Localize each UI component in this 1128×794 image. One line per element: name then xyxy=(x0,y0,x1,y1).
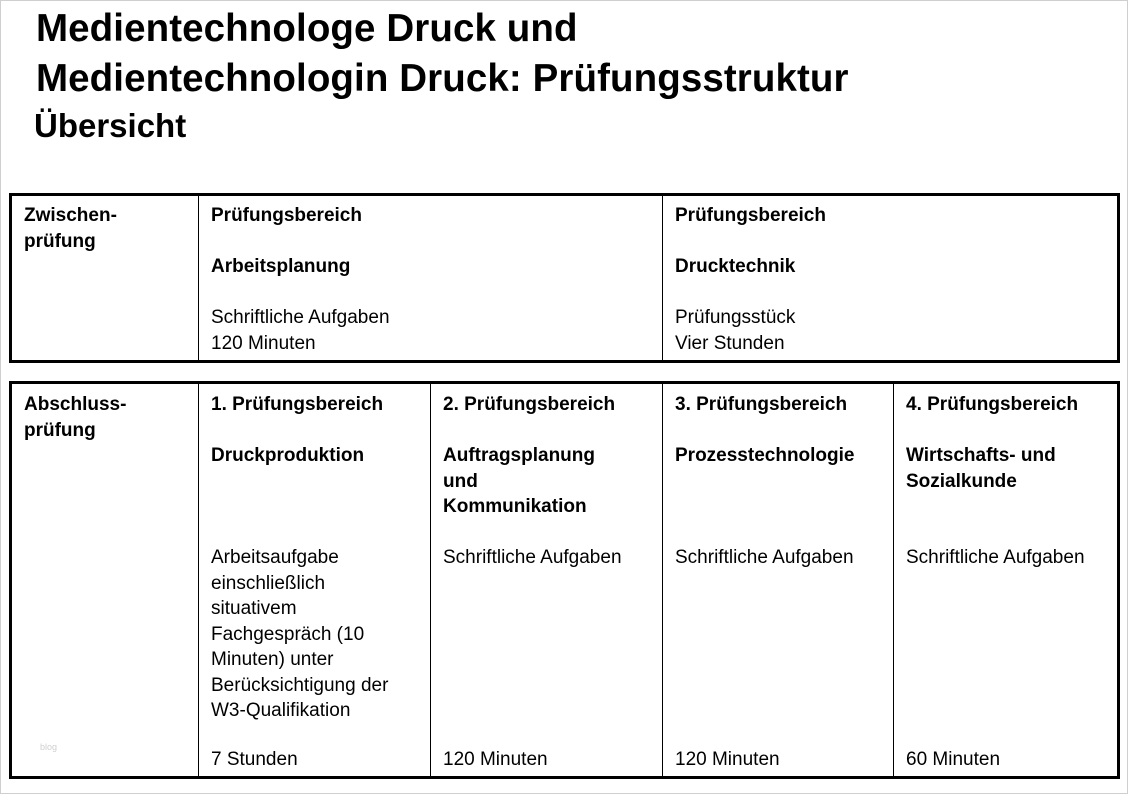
zwischenpruefung-area-1 xyxy=(199,195,663,362)
area-format-line: Arbeitsaufgabe xyxy=(211,547,339,568)
area-name-line: Sozialkunde xyxy=(906,470,1017,492)
area-heading: 2. Prüfungsbereich xyxy=(443,394,616,415)
area-name-line: Prozesstechnologie xyxy=(675,445,855,466)
area-name-line: und xyxy=(443,470,478,492)
area-duration: 120 Minuten xyxy=(675,748,780,770)
abschlusspruefung-area-4 xyxy=(894,383,1119,778)
area-name: Arbeitsplanung xyxy=(211,256,351,277)
area-duration: 120 Minuten xyxy=(211,332,316,354)
abschlusspruefung-label-line-2: prüfung xyxy=(24,419,96,441)
area-format: Prüfungsstück xyxy=(675,307,796,328)
area-format-line: Berücksichtigung der xyxy=(211,674,389,696)
area-name: Druckproduktion xyxy=(211,445,365,466)
area-heading: 3. Prüfungsbereich xyxy=(675,394,848,415)
area-format-line: Schriftliche Aufgaben xyxy=(906,547,1085,568)
zwischenpruefung-area-2 xyxy=(663,195,1119,362)
watermark-text: blog xyxy=(40,742,58,752)
area-duration: 7 Stunden xyxy=(211,748,298,770)
table-row xyxy=(11,383,1119,778)
table-row xyxy=(11,195,1119,362)
zwischenpruefung-label-line-2: prüfung xyxy=(24,230,96,252)
area-name-line: Auftragsplanung xyxy=(443,445,595,466)
abschlusspruefung-area-1 xyxy=(199,383,431,778)
page-subtitle: Übersicht xyxy=(34,107,187,144)
title-line-2: Medientechnologin Druck: Prüfungsstruktur xyxy=(36,57,849,100)
zwischenpruefung-table xyxy=(9,193,1120,363)
area-format: Schriftliche Aufgaben xyxy=(211,307,390,328)
area-duration: 120 Minuten xyxy=(443,748,548,770)
abschlusspruefung-area-2 xyxy=(431,383,663,778)
area-format-line: situativem xyxy=(211,598,297,619)
area-heading: 4. Prüfungsbereich xyxy=(906,394,1079,415)
area-duration: Vier Stunden xyxy=(675,332,785,354)
area-heading: Prüfungsbereich xyxy=(211,205,362,226)
area-heading: 1. Prüfungsbereich xyxy=(211,394,384,415)
abschlusspruefung-area-3 xyxy=(663,383,894,778)
area-format-line: W3-Qualifikation xyxy=(211,700,351,721)
area-name: Drucktechnik xyxy=(675,256,796,277)
zwischenpruefung-label-cell xyxy=(11,195,199,362)
abschlusspruefung-table xyxy=(9,381,1120,779)
area-name-line: Wirtschafts- und xyxy=(906,445,1056,466)
abschlusspruefung-label-cell xyxy=(11,383,199,778)
area-format-line: einschließlich xyxy=(211,572,326,594)
abschlusspruefung-label-line-1: Abschluss- xyxy=(24,394,127,415)
area-format-line: Minuten) unter xyxy=(211,649,334,670)
area-duration: 60 Minuten xyxy=(906,748,1001,770)
area-name-line: Kommunikation xyxy=(443,496,587,517)
page-title xyxy=(36,4,849,104)
zwischenpruefung-label-line-1: Zwischen- xyxy=(24,205,117,226)
area-format-line: Schriftliche Aufgaben xyxy=(443,547,622,568)
area-heading: Prüfungsbereich xyxy=(675,205,826,226)
area-format-line: Schriftliche Aufgaben xyxy=(675,547,854,568)
title-line-1: Medientechnologe Druck und xyxy=(36,7,578,50)
area-format-line: Fachgespräch (10 xyxy=(211,623,365,645)
